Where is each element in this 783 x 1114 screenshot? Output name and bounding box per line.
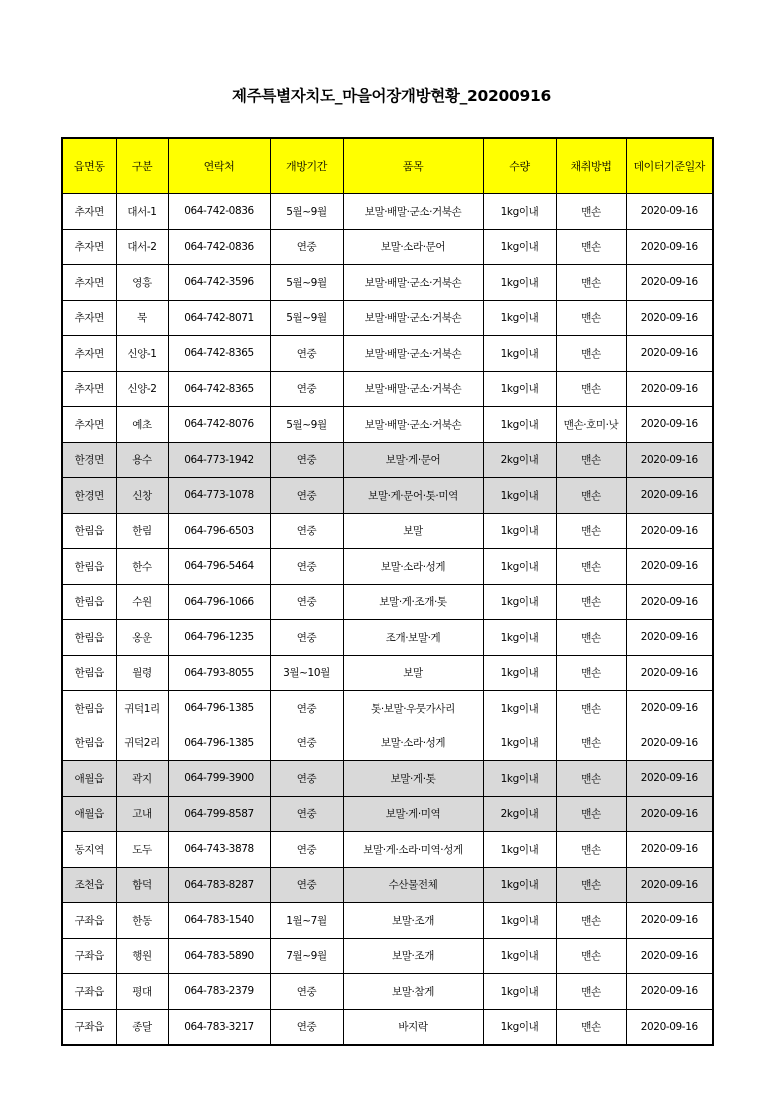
table-row xyxy=(62,691,713,726)
table-cell: 064-742-8076 xyxy=(168,407,270,443)
table-row xyxy=(62,407,713,443)
table-cell: 연중 xyxy=(270,761,343,797)
table-cell: 수원 xyxy=(116,584,168,620)
table-cell: 영흥 xyxy=(116,265,168,301)
table-cell: 조천읍 xyxy=(62,867,116,903)
table-cell: 5월~9월 xyxy=(270,407,343,443)
table-cell: 귀덕1리 xyxy=(116,691,168,726)
table-cell: 064-783-2379 xyxy=(168,974,270,1010)
table-cell: 2020-09-16 xyxy=(626,229,713,265)
table-cell: 맨손 xyxy=(556,726,626,761)
table-cell: 064-783-3217 xyxy=(168,1009,270,1045)
table-cell: 연중 xyxy=(270,229,343,265)
table-cell: 2020-09-16 xyxy=(626,832,713,868)
table-cell: 함덕 xyxy=(116,867,168,903)
table-cell: 보말·게·톳 xyxy=(343,761,483,797)
table-cell: 064-796-5464 xyxy=(168,549,270,585)
table-cell: 맨손 xyxy=(556,478,626,514)
table-cell: 2020-09-16 xyxy=(626,867,713,903)
table-cell: 064-743-3878 xyxy=(168,832,270,868)
table-cell: 보말·배말·군소·거북손 xyxy=(343,194,483,230)
table-cell: 2020-09-16 xyxy=(626,691,713,726)
table-cell: 보말·게·소라·미역·성게 xyxy=(343,832,483,868)
table-cell: 1kg이내 xyxy=(483,265,556,301)
table-cell: 행원 xyxy=(116,938,168,974)
table-cell: 1kg이내 xyxy=(483,336,556,372)
table-cell: 연중 xyxy=(270,371,343,407)
table-cell: 1kg이내 xyxy=(483,691,556,726)
table-cell: 톳·보말·우뭇가사리 xyxy=(343,691,483,726)
table-cell: 맨손 xyxy=(556,300,626,336)
table-cell: 신양-1 xyxy=(116,336,168,372)
table-cell: 064-773-1078 xyxy=(168,478,270,514)
table-cell: 2020-09-16 xyxy=(626,265,713,301)
table-row xyxy=(62,726,713,761)
table-cell: 애월읍 xyxy=(62,761,116,797)
table-row xyxy=(62,903,713,939)
table-cell: 064-773-1942 xyxy=(168,442,270,478)
table-cell: 한림읍 xyxy=(62,691,116,726)
table-cell: 한경면 xyxy=(62,442,116,478)
table-cell: 2020-09-16 xyxy=(626,655,713,691)
table-cell: 보말·배말·군소·거북손 xyxy=(343,407,483,443)
table-cell: 보말·조개 xyxy=(343,938,483,974)
table-cell: 2020-09-16 xyxy=(626,903,713,939)
table-cell: 한림읍 xyxy=(62,620,116,656)
table-cell: 2020-09-16 xyxy=(626,761,713,797)
table-row xyxy=(62,300,713,336)
table-cell: 064-799-3900 xyxy=(168,761,270,797)
table-cell: 2020-09-16 xyxy=(626,584,713,620)
table-row xyxy=(62,549,713,585)
table-cell: 맨손 xyxy=(556,371,626,407)
table-cell: 2020-09-16 xyxy=(626,974,713,1010)
table-cell: 064-796-1235 xyxy=(168,620,270,656)
table-cell: 1kg이내 xyxy=(483,584,556,620)
table-cell: 맨손 xyxy=(556,796,626,832)
table-cell: 보말 xyxy=(343,655,483,691)
table-cell: 맨손 xyxy=(556,584,626,620)
table-cell: 2020-09-16 xyxy=(626,1009,713,1045)
table-cell: 연중 xyxy=(270,832,343,868)
table-cell: 보말·게·문어 xyxy=(343,442,483,478)
table-cell: 064-742-8071 xyxy=(168,300,270,336)
table-cell: 064-796-1385 xyxy=(168,691,270,726)
table-cell: 옹운 xyxy=(116,620,168,656)
table-row xyxy=(62,938,713,974)
table-cell: 보말·게·문어·톳·미역 xyxy=(343,478,483,514)
table-row xyxy=(62,1009,713,1045)
table-cell: 월령 xyxy=(116,655,168,691)
table-row xyxy=(62,194,713,230)
table-cell: 064-742-3596 xyxy=(168,265,270,301)
table-cell: 2020-09-16 xyxy=(626,336,713,372)
table-cell: 2kg이내 xyxy=(483,442,556,478)
table-cell: 보말·조개 xyxy=(343,903,483,939)
table-row xyxy=(62,867,713,903)
table-cell: 1kg이내 xyxy=(483,194,556,230)
table-cell: 추자면 xyxy=(62,265,116,301)
table-cell: 연중 xyxy=(270,867,343,903)
table-cell: 1kg이내 xyxy=(483,513,556,549)
table-cell: 2020-09-16 xyxy=(626,407,713,443)
table-cell: 한림읍 xyxy=(62,655,116,691)
table-cell: 1월~7월 xyxy=(270,903,343,939)
table-cell: 구좌읍 xyxy=(62,938,116,974)
table-row xyxy=(62,620,713,656)
table-cell: 1kg이내 xyxy=(483,726,556,761)
column-header: 연락처 xyxy=(168,138,270,194)
table-cell: 2kg이내 xyxy=(483,796,556,832)
table-cell: 한림읍 xyxy=(62,513,116,549)
table-cell: 연중 xyxy=(270,442,343,478)
table-cell: 064-783-5890 xyxy=(168,938,270,974)
table-cell: 한수 xyxy=(116,549,168,585)
table-cell: 구좌읍 xyxy=(62,974,116,1010)
table-cell: 도두 xyxy=(116,832,168,868)
column-header: 구분 xyxy=(116,138,168,194)
table-cell: 2020-09-16 xyxy=(626,620,713,656)
table-cell: 1kg이내 xyxy=(483,761,556,797)
table-cell: 추자면 xyxy=(62,371,116,407)
table-cell: 064-793-8055 xyxy=(168,655,270,691)
table-cell: 보말·소라·성게 xyxy=(343,549,483,585)
table-cell: 1kg이내 xyxy=(483,1009,556,1045)
table-cell: 보말·배말·군소·거북손 xyxy=(343,265,483,301)
table-cell: 2020-09-16 xyxy=(626,371,713,407)
table-cell: 한림읍 xyxy=(62,584,116,620)
table-cell: 추자면 xyxy=(62,194,116,230)
table-cell: 보말·게·미역 xyxy=(343,796,483,832)
table-cell: 맨손 xyxy=(556,655,626,691)
table-cell: 5월~9월 xyxy=(270,194,343,230)
table-cell: 5월~9월 xyxy=(270,300,343,336)
table-row xyxy=(62,336,713,372)
table-cell: 맨손 xyxy=(556,867,626,903)
table-cell: 한림읍 xyxy=(62,549,116,585)
table-cell: 1kg이내 xyxy=(483,549,556,585)
table-cell: 한림 xyxy=(116,513,168,549)
table-cell: 보말·게·조개·톳 xyxy=(343,584,483,620)
table-cell: 1kg이내 xyxy=(483,620,556,656)
table-cell: 1kg이내 xyxy=(483,903,556,939)
table-cell: 1kg이내 xyxy=(483,300,556,336)
table-row xyxy=(62,478,713,514)
table-row xyxy=(62,832,713,868)
table-cell: 1kg이내 xyxy=(483,407,556,443)
table-cell: 064-799-8587 xyxy=(168,796,270,832)
table-cell: 맨손 xyxy=(556,265,626,301)
table-cell: 맨손 xyxy=(556,974,626,1010)
table-cell: 064-742-0836 xyxy=(168,194,270,230)
table-cell: 평대 xyxy=(116,974,168,1010)
table-cell: 추자면 xyxy=(62,229,116,265)
table-cell: 고내 xyxy=(116,796,168,832)
table-row xyxy=(62,796,713,832)
table-cell: 보말·배말·군소·거북손 xyxy=(343,371,483,407)
table-row xyxy=(62,655,713,691)
table-cell: 종달 xyxy=(116,1009,168,1045)
table-cell: 신양-2 xyxy=(116,371,168,407)
table-cell: 064-796-6503 xyxy=(168,513,270,549)
table-cell: 맨손 xyxy=(556,442,626,478)
table-cell: 맨손 xyxy=(556,832,626,868)
column-header: 수량 xyxy=(483,138,556,194)
table-cell: 연중 xyxy=(270,549,343,585)
table-cell: 맨손 xyxy=(556,549,626,585)
table-cell: 연중 xyxy=(270,974,343,1010)
table-cell: 맨손 xyxy=(556,761,626,797)
table-cell: 연중 xyxy=(270,726,343,761)
table-cell: 064-742-8365 xyxy=(168,336,270,372)
table-cell: 신창 xyxy=(116,478,168,514)
table-cell: 한동 xyxy=(116,903,168,939)
table-cell: 보말·참게 xyxy=(343,974,483,1010)
column-header: 품목 xyxy=(343,138,483,194)
table-cell: 064-796-1066 xyxy=(168,584,270,620)
table-cell: 바지락 xyxy=(343,1009,483,1045)
table-cell: 맨손·호미·낫 xyxy=(556,407,626,443)
table-row xyxy=(62,371,713,407)
column-header: 개방기간 xyxy=(270,138,343,194)
table-cell: 수산물전체 xyxy=(343,867,483,903)
table-cell: 연중 xyxy=(270,336,343,372)
table-cell: 곽지 xyxy=(116,761,168,797)
table-cell: 2020-09-16 xyxy=(626,513,713,549)
table-cell: 맨손 xyxy=(556,691,626,726)
table-cell: 1kg이내 xyxy=(483,229,556,265)
table-cell: 맨손 xyxy=(556,1009,626,1045)
table-cell: 1kg이내 xyxy=(483,655,556,691)
table-cell: 2020-09-16 xyxy=(626,194,713,230)
table-cell: 7월~9월 xyxy=(270,938,343,974)
table-cell: 1kg이내 xyxy=(483,974,556,1010)
column-header: 읍면동 xyxy=(62,138,116,194)
table-row xyxy=(62,265,713,301)
table-row xyxy=(62,229,713,265)
table-cell: 보말·배말·군소·거북손 xyxy=(343,300,483,336)
table-cell: 1kg이내 xyxy=(483,478,556,514)
table-cell: 보말 xyxy=(343,513,483,549)
table-cell: 연중 xyxy=(270,620,343,656)
table-cell: 추자면 xyxy=(62,407,116,443)
table-row xyxy=(62,442,713,478)
table-cell: 연중 xyxy=(270,513,343,549)
table-cell: 2020-09-16 xyxy=(626,549,713,585)
table-cell: 064-783-1540 xyxy=(168,903,270,939)
table-cell: 맨손 xyxy=(556,229,626,265)
table-cell: 2020-09-16 xyxy=(626,938,713,974)
table-cell: 연중 xyxy=(270,691,343,726)
table-cell: 맨손 xyxy=(556,620,626,656)
table-cell: 보말·배말·군소·거북손 xyxy=(343,336,483,372)
table-row xyxy=(62,974,713,1010)
table-row xyxy=(62,513,713,549)
table-cell: 맨손 xyxy=(556,194,626,230)
table-cell: 귀덕2리 xyxy=(116,726,168,761)
page-title: 제주특별자치도_마을어장개방현황_20200916 xyxy=(232,87,551,105)
table-cell: 2020-09-16 xyxy=(626,726,713,761)
table-cell: 연중 xyxy=(270,478,343,514)
table-cell: 추자면 xyxy=(62,300,116,336)
table-cell: 2020-09-16 xyxy=(626,442,713,478)
table-cell: 맨손 xyxy=(556,513,626,549)
table-header-row xyxy=(62,138,713,194)
table-cell: 연중 xyxy=(270,1009,343,1045)
column-header: 채취방법 xyxy=(556,138,626,194)
table-cell: 한림읍 xyxy=(62,726,116,761)
table-cell: 맨손 xyxy=(556,336,626,372)
table-cell: 연중 xyxy=(270,584,343,620)
table-cell: 애월읍 xyxy=(62,796,116,832)
table-cell: 묵 xyxy=(116,300,168,336)
table-cell: 보말·소라·문어 xyxy=(343,229,483,265)
column-header: 데이터기준일자 xyxy=(626,138,713,194)
table-cell: 용수 xyxy=(116,442,168,478)
table-cell: 추자면 xyxy=(62,336,116,372)
table-cell: 조개·보말·게 xyxy=(343,620,483,656)
table-cell: 064-783-8287 xyxy=(168,867,270,903)
table-cell: 1kg이내 xyxy=(483,867,556,903)
table-cell: 구좌읍 xyxy=(62,903,116,939)
table-cell: 구좌읍 xyxy=(62,1009,116,1045)
table-cell: 064-742-8365 xyxy=(168,371,270,407)
table-cell: 2020-09-16 xyxy=(626,300,713,336)
table-cell: 064-742-0836 xyxy=(168,229,270,265)
table-cell: 5월~9월 xyxy=(270,265,343,301)
table-cell: 2020-09-16 xyxy=(626,796,713,832)
table-cell: 한경면 xyxy=(62,478,116,514)
table-row xyxy=(62,761,713,797)
table-cell: 맨손 xyxy=(556,903,626,939)
table-cell: 1kg이내 xyxy=(483,832,556,868)
table-cell: 예초 xyxy=(116,407,168,443)
table-cell: 맨손 xyxy=(556,938,626,974)
table-cell: 대서-2 xyxy=(116,229,168,265)
table-cell: 2020-09-16 xyxy=(626,478,713,514)
table-cell: 보말·소라·성게 xyxy=(343,726,483,761)
table-cell: 동지역 xyxy=(62,832,116,868)
table-row xyxy=(62,584,713,620)
table-cell: 3월~10월 xyxy=(270,655,343,691)
table-cell: 1kg이내 xyxy=(483,371,556,407)
fishing-ground-table xyxy=(61,137,714,1046)
table-cell: 연중 xyxy=(270,796,343,832)
table-cell: 대서-1 xyxy=(116,194,168,230)
table-cell: 064-796-1385 xyxy=(168,726,270,761)
table-cell: 1kg이내 xyxy=(483,938,556,974)
